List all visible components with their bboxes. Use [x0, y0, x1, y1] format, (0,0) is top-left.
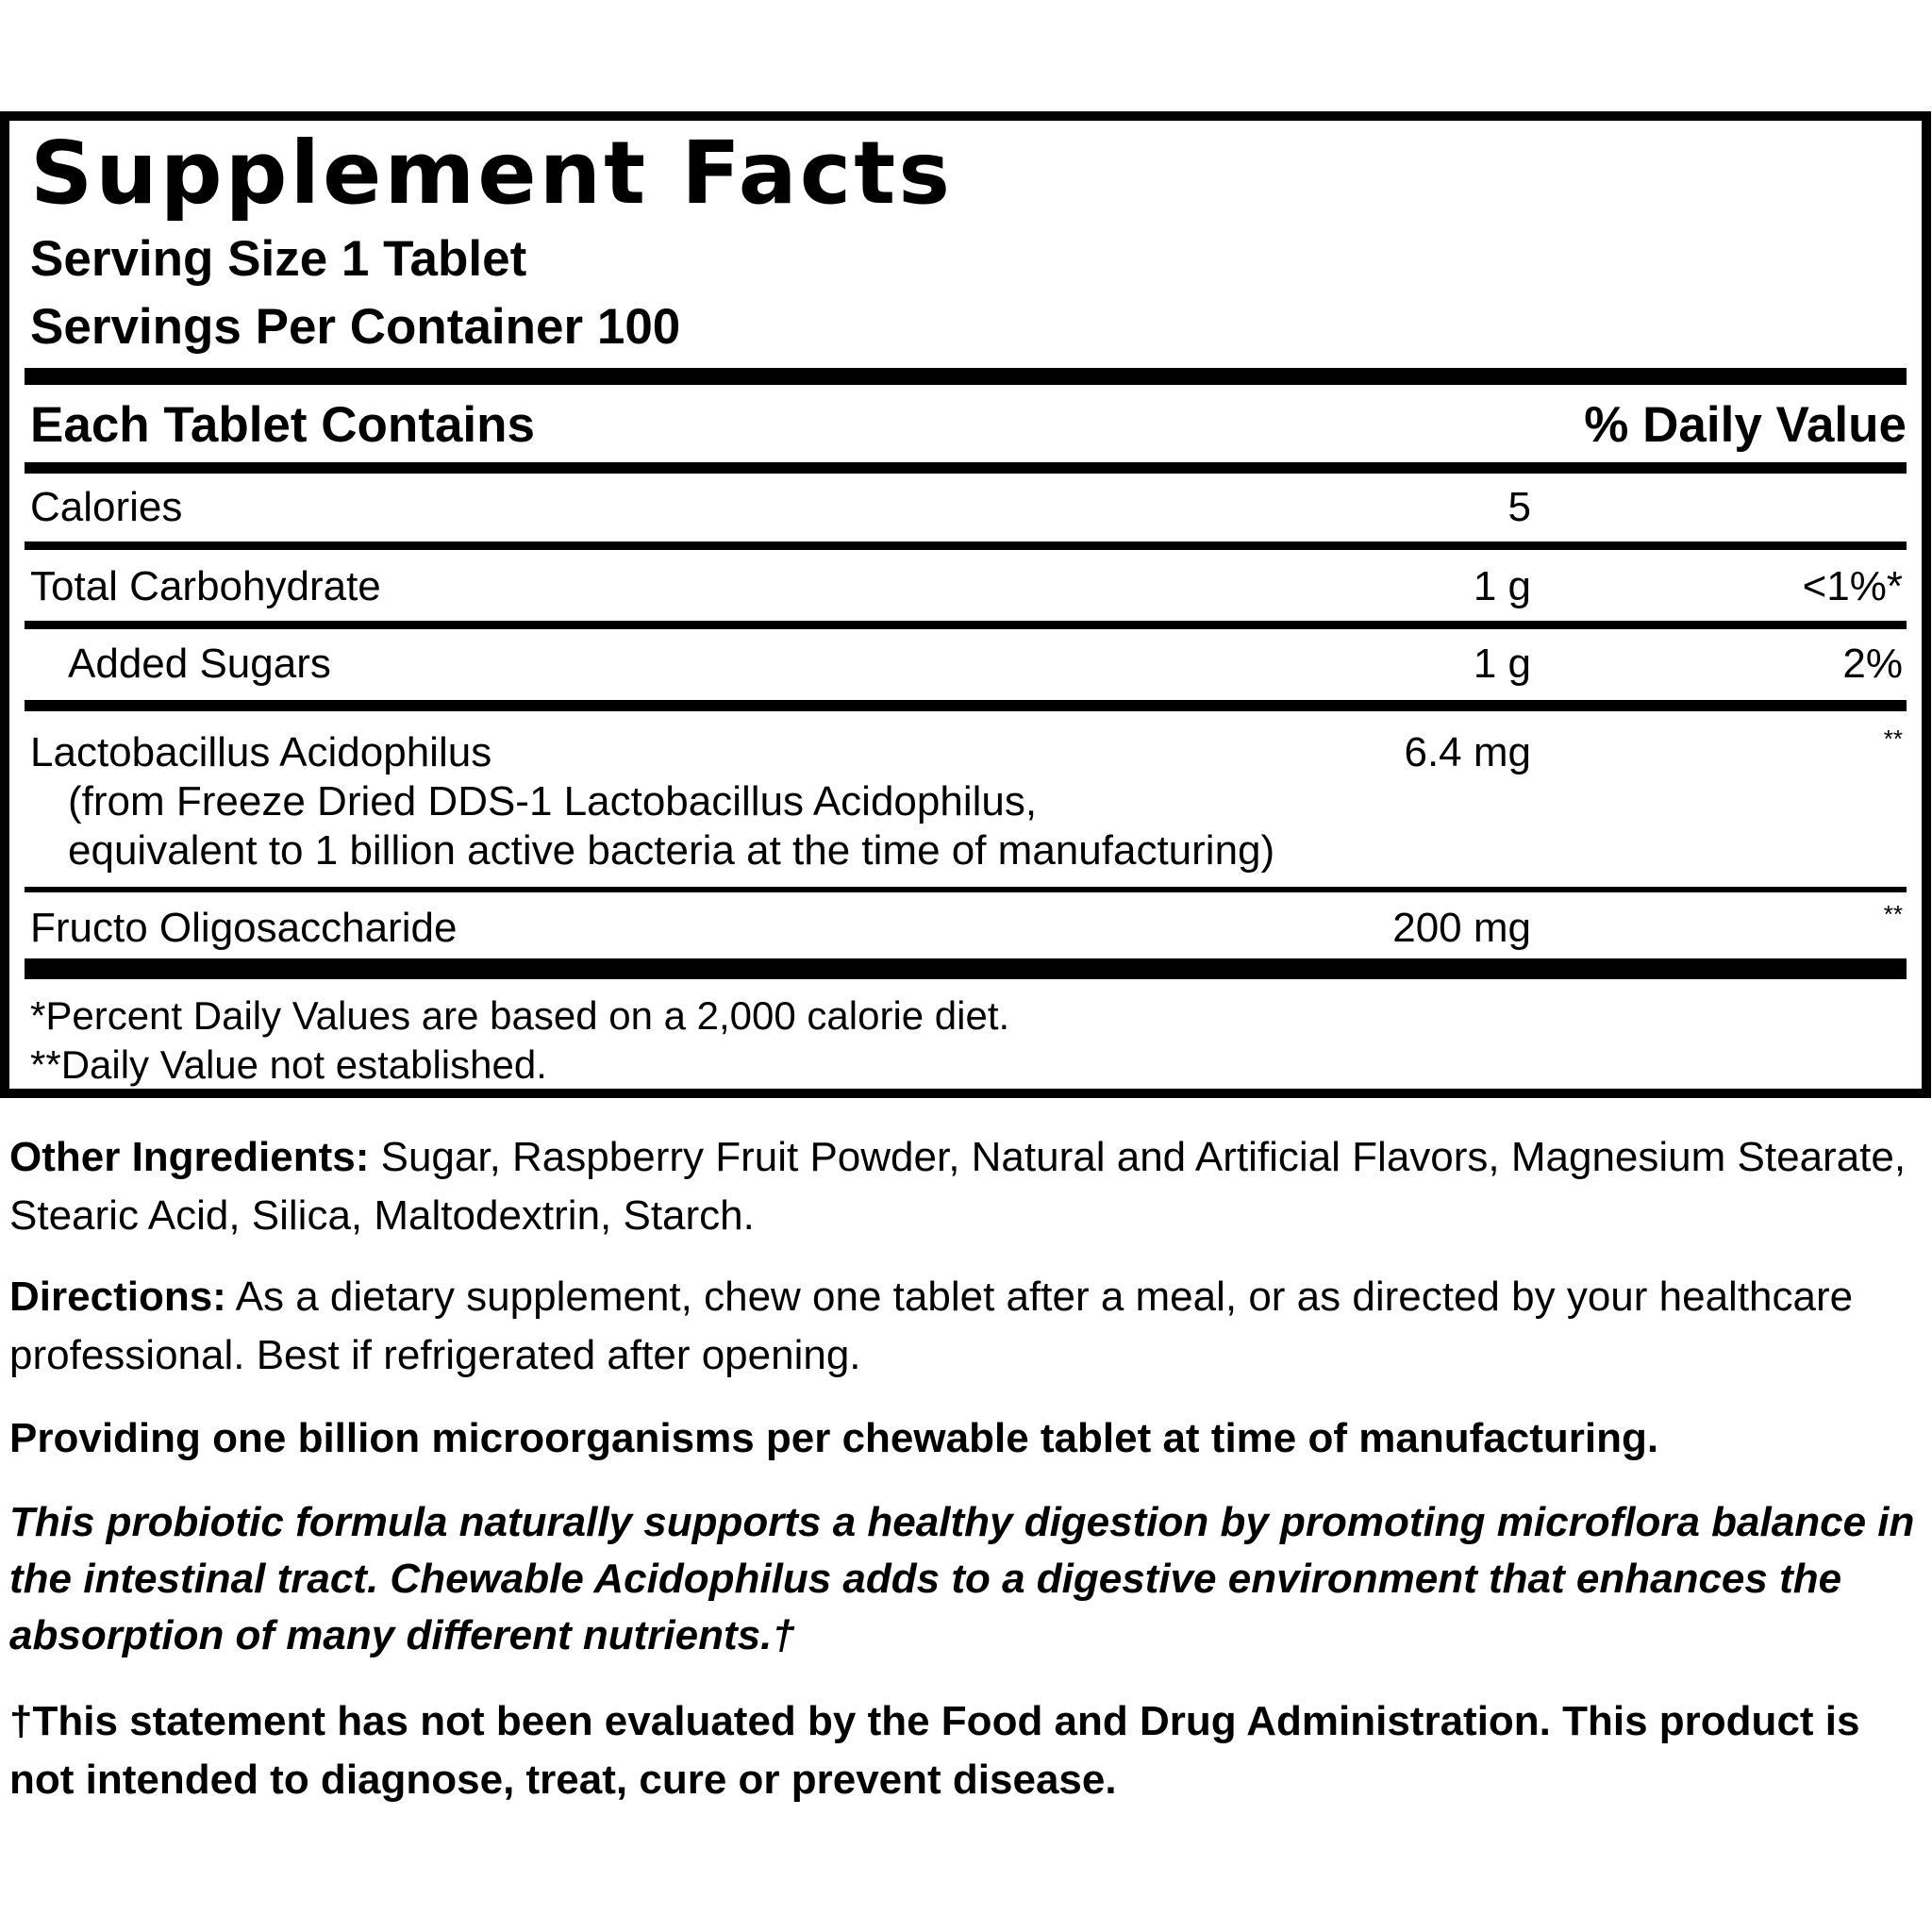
servings-per-container: Servings Per Container 100	[30, 299, 681, 355]
divider	[25, 541, 1907, 550]
row-fos-amount: 200 mg	[1392, 905, 1531, 951]
row-calories-amount: 5	[1507, 484, 1531, 530]
row-calories-name: Calories	[30, 484, 183, 530]
thick-divider	[25, 368, 1907, 385]
footnote-percent-dv: *Percent Daily Values are based on a 2,000 calorie diet.	[30, 993, 1010, 1038]
row-carbohydrate-name: Total Carbohydrate	[30, 563, 381, 609]
directions	[9, 1268, 1924, 1385]
column-header-daily-value: % Daily Value	[1584, 397, 1907, 453]
providing-statement: Providing one billion microorganisms per chewable tablet at time of manufacturing.	[9, 1415, 1659, 1461]
other-ingredients-label: Other Ingredients:	[9, 1134, 370, 1180]
column-header-contents: Each Tablet Contains	[30, 397, 535, 453]
footnote-dv-not-established: **Daily Value not established.	[30, 1042, 547, 1087]
row-lactobacillus-dv: **	[1883, 724, 1903, 753]
row-added-sugars-dv: 2%	[1842, 641, 1903, 687]
other-ingredients-text: Sugar, Raspberry Fruit Powder, Natural and Artificial Flavors, Magnesium Stearate, Stearic Acid, Silica, Maltodextrin, Starch.	[9, 1134, 1907, 1239]
fda-disclaimer: †This statement has not been evaluated by the Food and Drug Administration. This product is not intended to diagnose, treat, cure or prevent disease.	[9, 1698, 1860, 1803]
row-lactobacillus-name: Lactobacillus Acidophilus	[30, 729, 492, 775]
divider	[25, 621, 1907, 629]
directions-label: Directions:	[9, 1274, 226, 1320]
divider	[25, 462, 1907, 474]
probiotic-claim: This probiotic formula naturally supports a healthy digestion by promoting microflora balance in the intestinal tract. Chewable Acidophilus adds to a digestive environment that enhances the absorption of many different nutrients.†	[9, 1499, 1915, 1658]
other-ingredients	[9, 1128, 1924, 1245]
row-fos-name: Fructo Oligosaccharide	[30, 905, 458, 951]
row-lactobacillus-note: equivalent to 1 billion active bacteria at the time of manufacturing)	[68, 827, 1275, 874]
directions-text: As a dietary supplement, chew one tablet after a meal, or as directed by your healthcare professional. Best if refrigerated after opening.	[9, 1274, 1854, 1378]
thick-divider	[25, 958, 1907, 979]
serving-size: Serving Size 1 Tablet	[30, 231, 527, 287]
row-carbohydrate-amount: 1 g	[1473, 563, 1531, 609]
facts-title: Supplement Facts	[30, 123, 953, 224]
row-added-sugars-amount: 1 g	[1473, 641, 1531, 687]
divider	[25, 887, 1907, 892]
divider	[25, 700, 1907, 711]
row-lactobacillus-source: (from Freeze Dried DDS-1 Lactobacillus Acidophilus,	[68, 778, 1038, 824]
row-added-sugars-name: Added Sugars	[68, 641, 331, 687]
supplement-facts-panel	[0, 111, 1931, 1098]
row-fos-dv: **	[1883, 900, 1903, 928]
row-carbohydrate-dv: <1%*	[1802, 563, 1903, 609]
row-lactobacillus-amount: 6.4 mg	[1404, 729, 1531, 775]
